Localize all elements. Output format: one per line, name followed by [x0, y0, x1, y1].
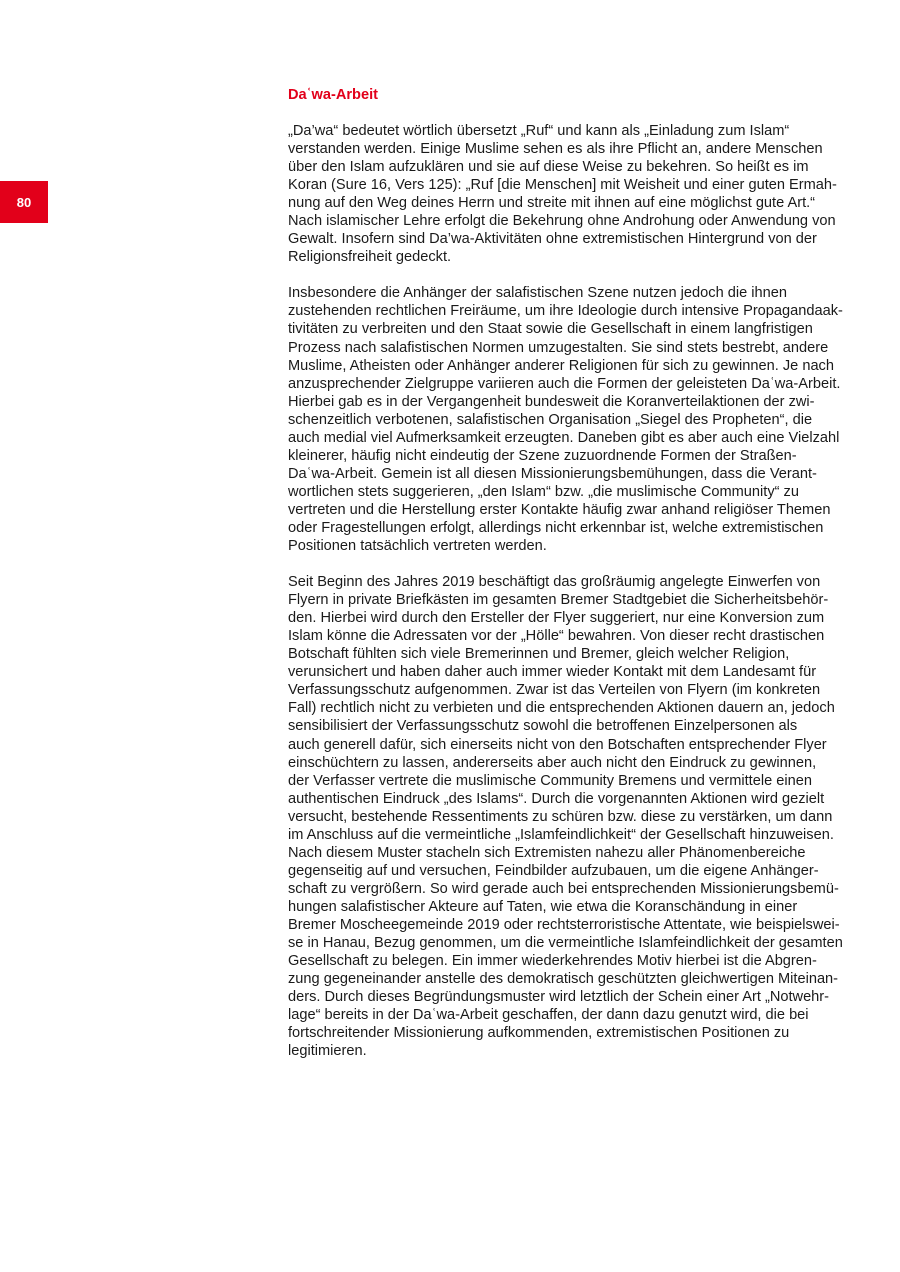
text-line: Hierbei gab es in der Vergangenheit bundesweit die Koranverteilaktionen der zwi- [288, 393, 815, 410]
text-line: wortlichen stets suggerieren, „den Islam“ bzw. „die muslimische Community“ zu [288, 483, 799, 500]
text-line: Prozess nach salafistischen Normen umzugestalten. Sie sind stets bestrebt, andere [288, 339, 829, 356]
text-line: Gewalt. Insofern sind Da’wa-Aktivitäten ohne extremistischen Hintergrund von der [288, 231, 817, 248]
text-line: Koran (Sure 16, Vers 125): „Ruf [die Menschen] mit Weisheit und einer guten Ermah- [288, 177, 837, 194]
text-line: Verfassungsschutz aufgenommen. Zwar ist das Verteilen von Flyern (im konkreten [288, 682, 821, 699]
text-line: zung gegeneinander anstelle des demokratisch geschützten gleichwertigen Miteinan- [288, 971, 839, 988]
text-line: anzusprechender Zielgruppe variieren auch die Formen der geleisteten Daʿwa-Arbeit. [288, 375, 841, 392]
text-line: Religionsfreiheit gedeckt. [288, 249, 452, 266]
text-line: lage“ bereits in der Daʿwa-Arbeit geschaffen, der dann dazu genutzt wird, die bei [288, 1007, 809, 1024]
text-line: zustehenden rechtlichen Freiräume, um ihre Ideologie durch intensive Propagandaak- [288, 303, 843, 320]
body-text [288, 122, 843, 1060]
text-line: schenzeitlich verbotenen, salafistischen Organisation „Siegel des Propheten“, die [288, 411, 813, 428]
text-line: Insbesondere die Anhänger der salafistischen Szene nutzen jedoch die ihnen [288, 285, 787, 302]
text-line: Positionen tatsächlich vertreten werden. [288, 538, 547, 555]
text-line: tivitäten zu verbreiten und den Staat sowie die Gesellschaft in einem langfristigen [288, 321, 813, 338]
text-line: über den Islam aufzuklären und sie auf diese Weise zu bekehren. So heißt es im [288, 159, 809, 176]
text-line: verunsichert und haben daher auch immer wieder Kontakt mit dem Landesamt für [288, 664, 817, 681]
text-line: vertreten und die Herstellung erster Kontakte häufig zwar anhand religiöser Themen [288, 501, 831, 518]
text-line: kleinerer, häufig nicht eindeutig der Szene zuzuordnende Formen der Straßen- [288, 447, 797, 464]
paragraph [288, 284, 843, 555]
text-line: ders. Durch dieses Begründungsmuster wird letztlich der Schein einer Art „Notwehr- [288, 989, 830, 1006]
text-line: einschüchtern zu lassen, andererseits aber auch nicht den Eindruck zu gewinnen, [288, 754, 817, 771]
paragraph [288, 122, 836, 266]
page-number-tab [0, 181, 48, 223]
text-line: authentischen Eindruck „des Islams“. Durch die vorgenannten Aktionen wird gezielt [288, 790, 825, 807]
text-line: se in Hanau, Bezug genommen, um die vermeintliche Islamfeindlichkeit der gesamten [288, 935, 843, 952]
text-line: auch medial viel Aufmerksamkeit erzeugten. Daneben gibt es aber auch eine Vielzahl [288, 429, 840, 446]
text-line: hungen salafistischer Akteure auf Taten, wie etwa die Koranschändung in einer [288, 898, 798, 915]
page-number: 80 [16, 194, 32, 210]
text-line: Seit Beginn des Jahres 2019 beschäftigt das großräumig angelegte Einwerfen von [288, 574, 821, 591]
text-line: legitimieren. [288, 1043, 367, 1060]
text-line: Muslime, Atheisten oder Anhänger anderer Religionen für sich zu gewinnen. Je nach [288, 357, 834, 374]
text-line: Daʿwa-Arbeit. Gemein ist all diesen Missionierungsbemühungen, dass die Verant- [288, 465, 817, 482]
text-line: Nach islamischer Lehre erfolgt die Bekehrung ohne Androhung oder Anwendung von [288, 213, 836, 230]
text-line: der Verfasser vertrete die muslimische Community Bremens und vermittele einen [288, 772, 812, 789]
text-line: Bremer Moscheegemeinde 2019 oder rechtsterroristische Attentate, wie beispielswei- [288, 916, 840, 933]
text-line: oder Fragestellungen erfolgt, allerdings nicht erkennbar ist, welche extremistischen [288, 519, 824, 536]
text-line: Flyern in private Briefkästen im gesamten Bremer Stadtgebiet die Sicherheitsbehör- [288, 592, 829, 609]
text-line: versucht, bestehende Ressentiments zu schüren bzw. diese zu verstärken, um dann [288, 808, 833, 825]
text-line: Nach diesem Muster stacheln sich Extremisten nahezu aller Phänomenbereiche [288, 844, 806, 861]
section-heading: Daʿwa-Arbeit [288, 87, 379, 103]
text-line: fortschreitender Missionierung aufkommenden, extremistischen Positionen zu [288, 1025, 790, 1042]
text-line: gegenseitig auf und versuchen, Feindbilder aufzubauen, um die eigene Anhänger- [288, 862, 819, 879]
text-line: im Anschluss auf die vermeintliche „Islamfeindlichkeit“ der Gesellschaft hinzuweisen. [288, 826, 834, 843]
text-line: Botschaft fühlten sich viele Bremerinnen und Bremer, gleich welcher Religion, [288, 646, 790, 663]
text-line: sensibilisiert der Verfassungsschutz sowohl die betroffenen Einzelpersonen als [288, 718, 798, 735]
text-line: Gesellschaft zu belegen. Ein immer wiederkehrendes Motiv hierbei ist die Abgren- [288, 953, 817, 970]
text-line: „Da’wa“ bedeutet wörtlich übersetzt „Ruf“ und kann als „Einladung zum Islam“ [288, 123, 790, 139]
text-line: nung auf den Weg deines Herrn und streite mit ihnen auf eine möglichst gute Art.“ [288, 195, 816, 212]
text-line: den. Hierbei wird durch den Ersteller der Flyer suggeriert, nur eine Konversion zum [288, 610, 825, 627]
text-line: verstanden werden. Einige Muslime sehen es als ihre Pflicht an, andere Menschen [288, 141, 823, 158]
text-line: Fall) rechtlich nicht zu verbieten und die entsprechenden Aktionen dauern an, jedoch [288, 700, 835, 717]
article-section [288, 86, 843, 1078]
text-line: auch generell dafür, sich einerseits nicht von den Botschaften entsprechender Flyer [288, 736, 827, 753]
text-line: schaft zu vergrößern. So wird gerade auch bei entsprechenden Missionierungsbemü- [288, 880, 839, 897]
text-line: Islam könne die Adressaten vor der „Hölle“ bewahren. Von dieser recht drastischen [288, 628, 825, 645]
paragraph [288, 573, 843, 1060]
